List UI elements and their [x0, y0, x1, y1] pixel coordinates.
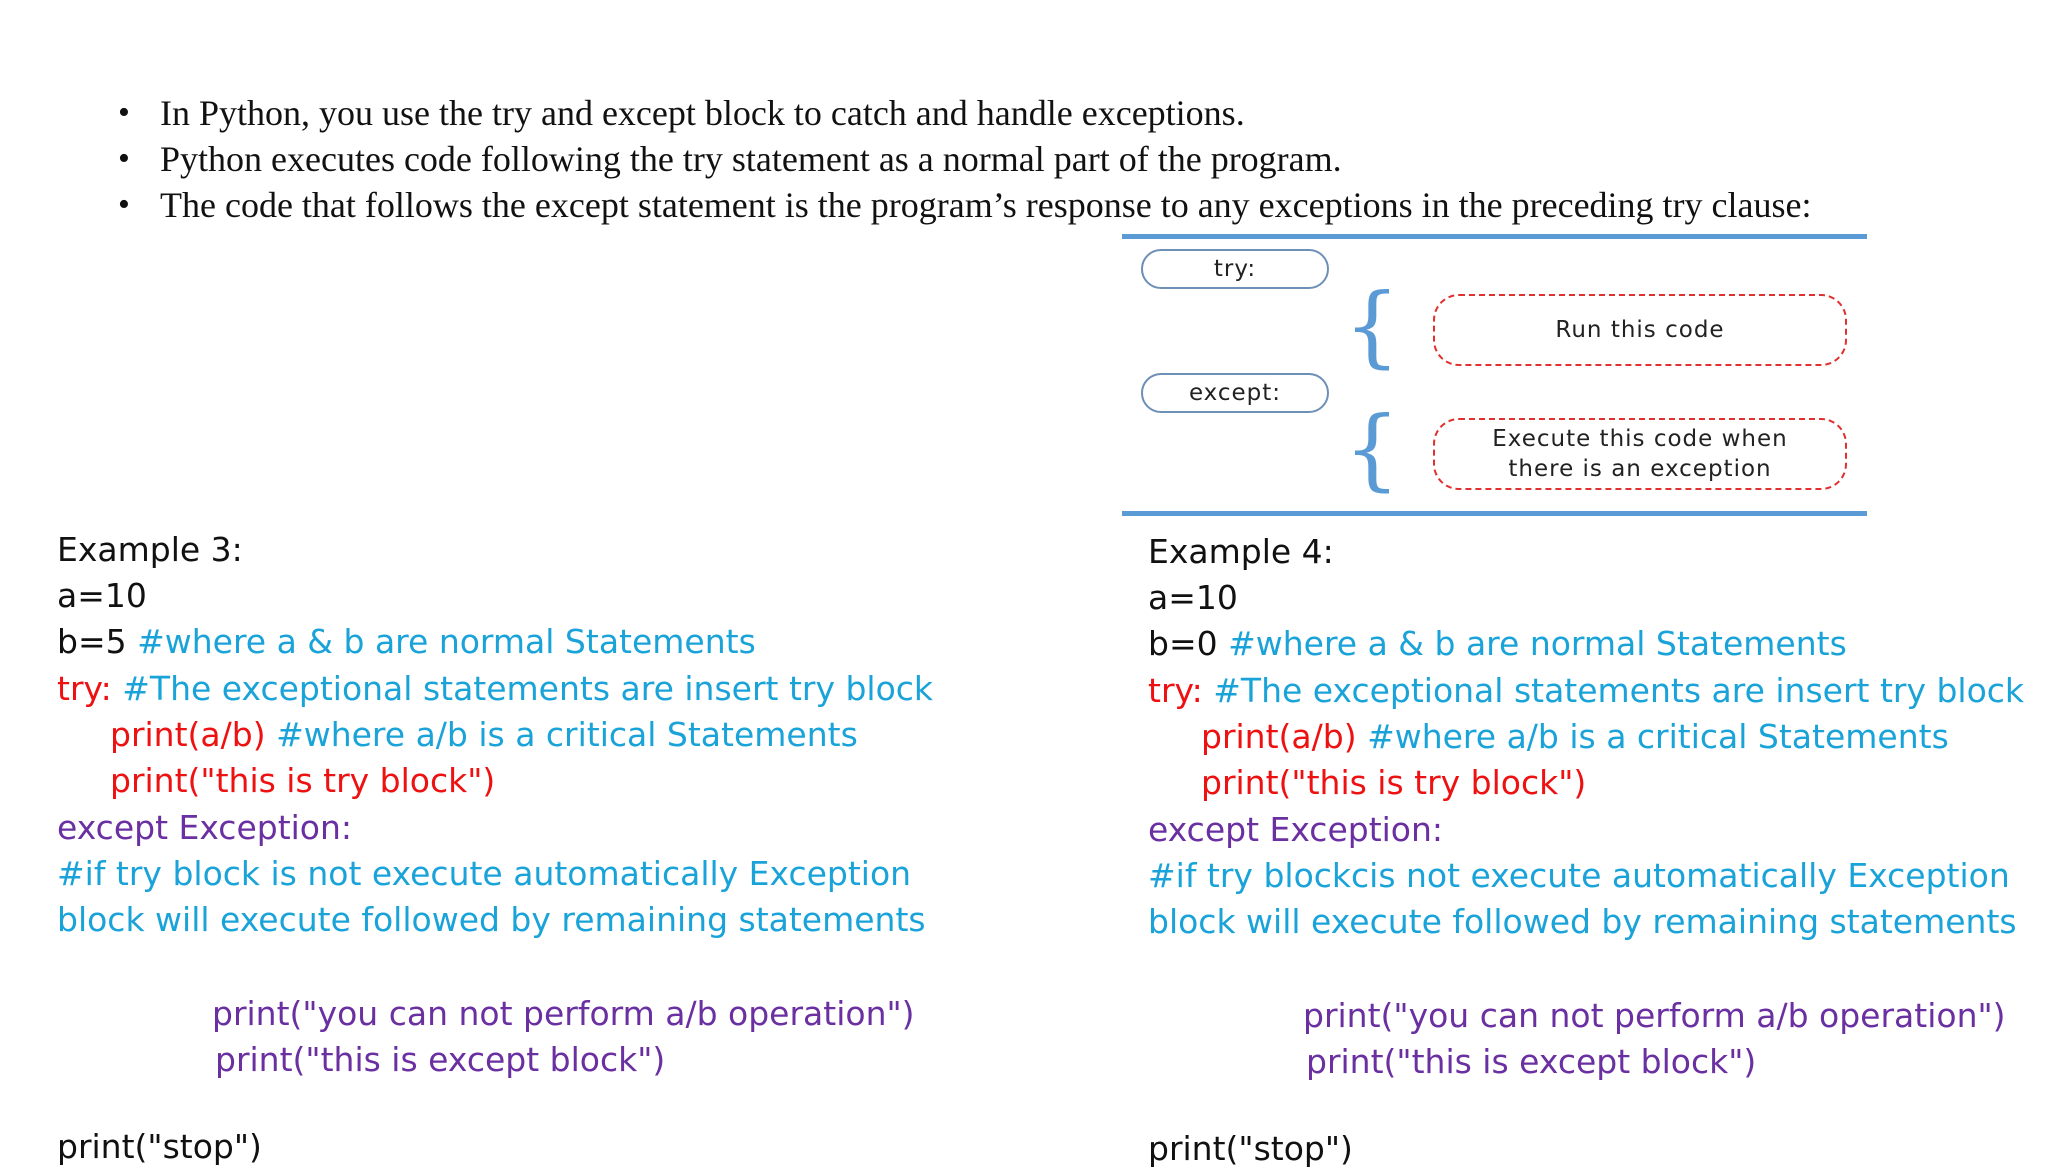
code-line: [110, 712, 858, 758]
code-line: print("you can not perform a/b operation"): [1303, 996, 2006, 1035]
code-line: [1148, 668, 2024, 714]
code-line: [57, 619, 756, 665]
exception-code-box: [1433, 418, 1847, 490]
except-brace: {: [1344, 397, 1400, 500]
try-keyword: try:: [1148, 671, 1203, 710]
code-comment: #where a & b are normal Statements: [137, 622, 756, 661]
bullet-text: The code that follows the except statement is the program’s response to any exceptions in the preceding try clause:: [160, 185, 1812, 225]
code-line: print("this is except block"): [215, 1040, 666, 1079]
code-line: except Exception:: [57, 808, 353, 847]
try-brace: {: [1344, 274, 1400, 377]
example-title: Example 3:: [57, 530, 243, 569]
code-line: a=10: [1148, 578, 1238, 617]
example-title: Example 4:: [1148, 532, 1334, 571]
code-line: print("you can not perform a/b operation"): [212, 994, 915, 1033]
code-comment: #where a & b are normal Statements: [1228, 624, 1847, 663]
code-comment: #where a/b is a critical Statements: [1367, 717, 1949, 756]
code-comment: #if try block is not execute automatically Exception: [57, 854, 912, 893]
code-comment: #The exceptional statements are insert try block: [1213, 671, 2025, 710]
bullet-dot: •: [118, 140, 130, 177]
code-line: print("this is except block"): [1306, 1042, 1757, 1081]
code-line: print("stop"): [1148, 1129, 1353, 1168]
code-line: print("stop"): [57, 1127, 262, 1166]
code-text: print(a/b): [1201, 717, 1357, 756]
code-line: print("this is try block"): [110, 761, 496, 800]
exception-box-line: Execute this code when: [1492, 426, 1788, 452]
bullet-dot: •: [118, 186, 130, 223]
code-comment: #where a/b is a critical Statements: [276, 715, 858, 754]
code-comment: block will execute followed by remaining statements: [1148, 902, 2017, 941]
code-line: [1201, 714, 1949, 760]
code-comment: #if try blockcis not execute automatically Exception: [1148, 856, 2010, 895]
code-line: a=10: [57, 576, 147, 615]
try-label: try:: [1141, 249, 1329, 289]
code-text: b=0: [1148, 624, 1218, 663]
code-text: print(a/b): [110, 715, 266, 754]
try-except-diagram: [1122, 232, 1867, 516]
exception-box-line: there is an exception: [1508, 456, 1772, 482]
bullet-text: Python executes code following the try statement as a normal part of the program.: [160, 139, 1342, 179]
try-keyword: try:: [57, 669, 112, 708]
code-line: print("this is try block"): [1201, 763, 1587, 802]
bullet-dot: •: [118, 94, 130, 131]
code-line: [1148, 621, 1847, 667]
code-line: except Exception:: [1148, 810, 1444, 849]
diagram-top-rule: [1122, 234, 1867, 239]
code-comment: block will execute followed by remaining statements: [57, 900, 926, 939]
diagram-bottom-rule: [1122, 511, 1867, 516]
run-code-box: Run this code: [1433, 294, 1847, 366]
code-comment: #The exceptional statements are insert try block: [122, 669, 934, 708]
except-label: except:: [1141, 373, 1329, 413]
code-line: [57, 666, 933, 712]
code-text: b=5: [57, 622, 127, 661]
bullet-text: In Python, you use the try and except block to catch and handle exceptions.: [160, 93, 1245, 133]
